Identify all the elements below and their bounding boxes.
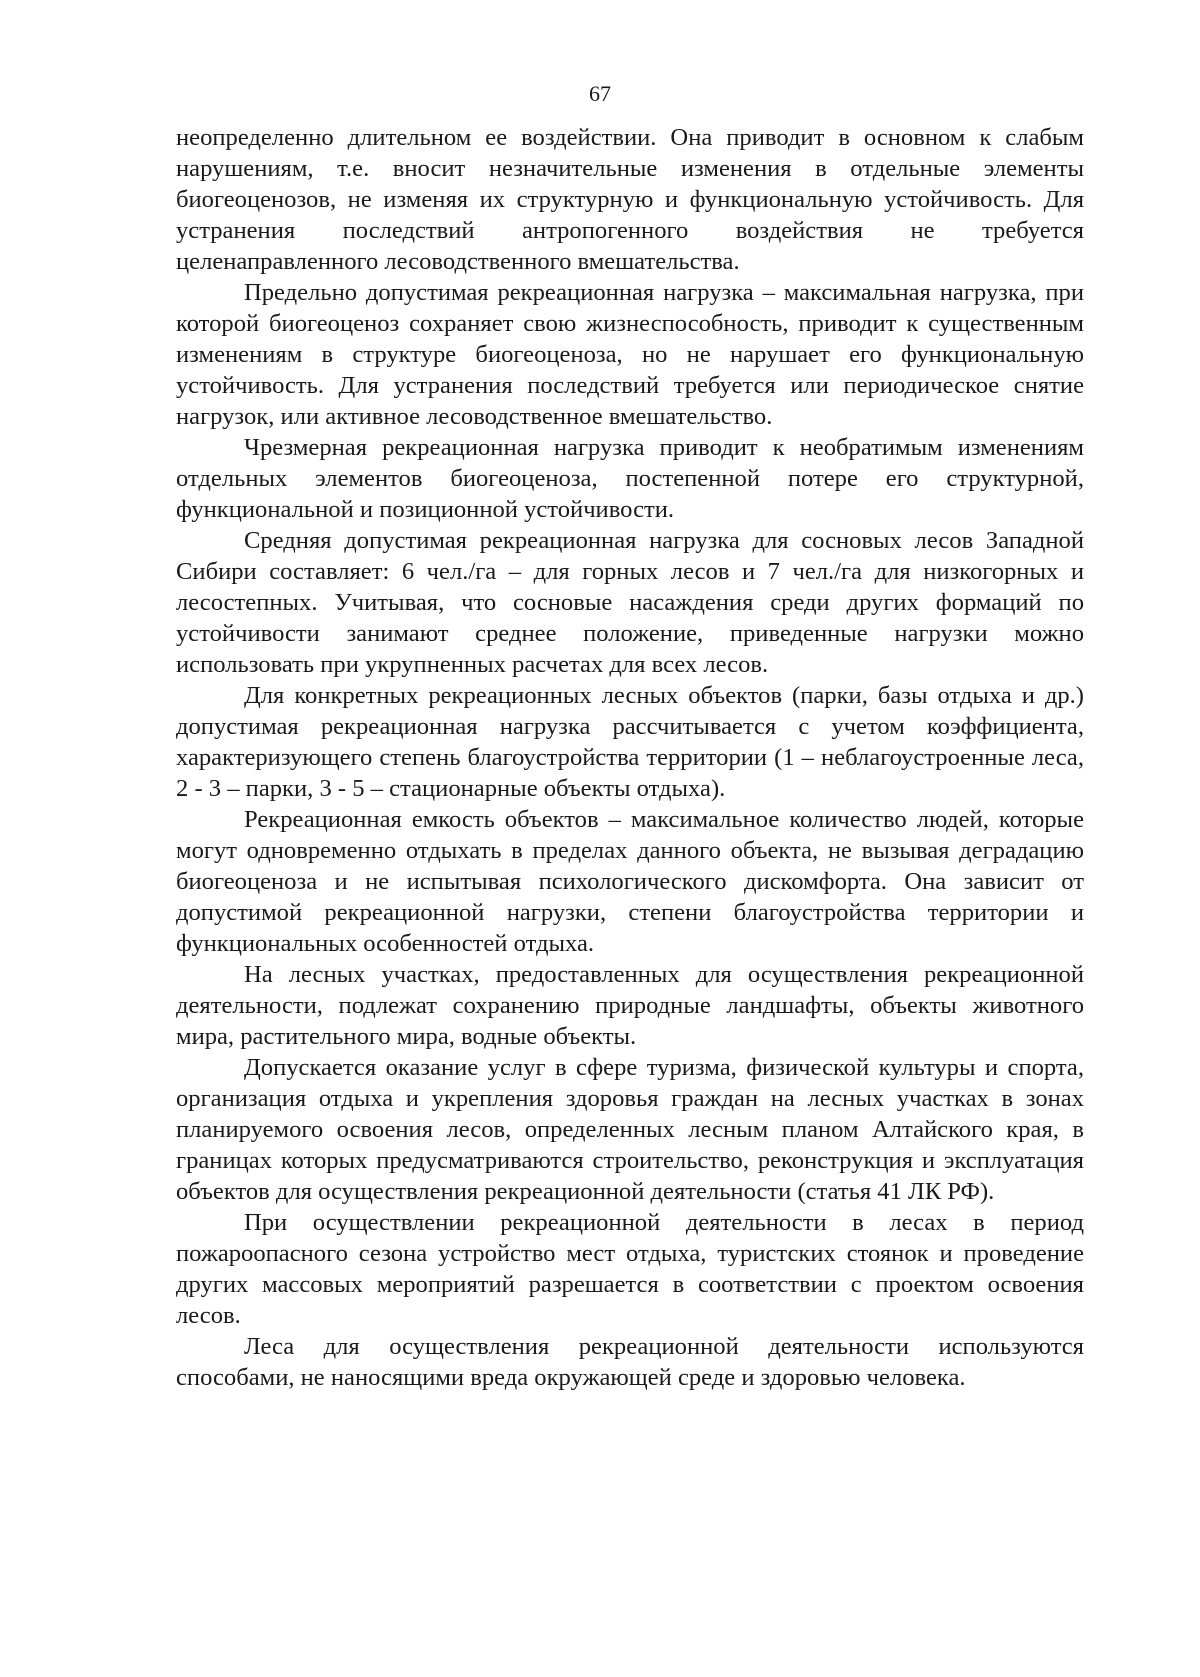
paragraph-usage-methods: Леса для осуществления рекреационной деятельности используются способами, не наносящими вреда окружающей среде и здоровью человека.: [176, 1333, 1084, 1391]
page-number: 67: [589, 81, 611, 106]
paragraph-excessive-load: Чрезмерная рекреационная нагрузка приводит к необратимым изменениям отдельных элементов биогеоценоза, постепенной потере его структурной, функциональной и позиционной устойчивости.: [176, 434, 1084, 523]
paragraph-average-load: Средняя допустимая рекреационная нагрузка для сосновых лесов Западной Сибири составляет: 6 чел./га – для горных лесов и 7 чел./га для низкогорных и лесостепных. Учитывая, что сосновые насаждения среди других формаций по устойчивости занимают среднее положение, приведенные нагрузки можно использовать при укрупненных расчетах для всех лесов.: [176, 527, 1084, 678]
paragraph-specific-objects: Для конкретных рекреационных лесных объектов (парки, базы отдыха и др.) допустимая рекреационная нагрузка рассчитывается с учетом коэффициента, характеризующего степень благоустройства территории (1 – неблагоустроенные леса, 2 - 3 – парки, 3 - 5 – стационарные объекты отдыха).: [176, 682, 1084, 802]
paragraph-continued: неопределенно длительном ее воздействии. Она приводит в основном к слабым нарушениям, т.е. вносит незначительные изменения в отдельные элементы биогеоценозов, не изменяя их структурную и функциональную устойчивость. Для устранения последствий антропогенного воздействия не требуется целенаправленного лесоводственного вмешательства.: [176, 124, 1084, 275]
paragraph-recreational-capacity: Рекреационная емкость объектов – максимальное количество людей, которые могут одновременно отдыхать в пределах данного объекта, не вызывая деградацию биогеоценоза и не испытывая психологического дискомфорта. Она зависит от допустимой рекреационной нагрузки, степени благоустройства территории и функциональных особенностей отдыха.: [176, 806, 1084, 957]
paragraph-max-allowed-load: Предельно допустимая рекреационная нагрузка – максимальная нагрузка, при которой биогеоценоз сохраняет свою жизнеспособность, приводит к существенным изменениям в структуре биогеоценоза, но не нарушает его функциональную устойчивость. Для устранения последствий требуется или периодическое снятие нагрузок, или активное лесоводственное вмешательство.: [176, 279, 1084, 430]
paragraph-services-allowed: Допускается оказание услуг в сфере туризма, физической культуры и спорта, организация отдыха и укрепления здоровья граждан на лесных участках в зонах планируемого освоения лесов, определенных лесным планом Алтайского края, в границах которых предусматриваются строительство, реконструкция и эксплуатация объектов для осуществления рекреационной деятельности (статья 41 ЛК РФ).: [176, 1054, 1084, 1205]
paragraph-preservation: На лесных участках, предоставленных для осуществления рекреационной деятельности, подлежат сохранению природные ландшафты, объекты животного мира, растительного мира, водные объекты.: [176, 961, 1084, 1050]
document-body: [176, 122, 1084, 1393]
paragraph-fire-season: При осуществлении рекреационной деятельности в лесах в период пожароопасного сезона устройство мест отдыха, туристских стоянок и проведение других массовых мероприятий разрешается в соответствии с проектом освоения лесов.: [176, 1209, 1084, 1329]
